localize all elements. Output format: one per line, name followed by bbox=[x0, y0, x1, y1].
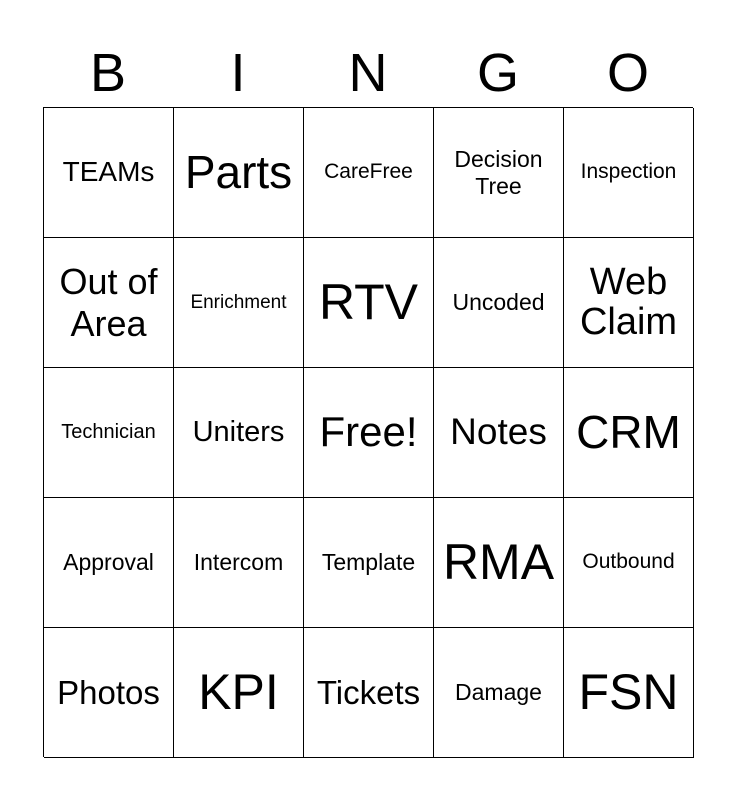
bingo-cell-r1c2[interactable] bbox=[174, 108, 304, 238]
cell-label: Out of Area bbox=[59, 261, 158, 344]
cell-label: Notes bbox=[450, 411, 547, 453]
cell-label: RMA bbox=[442, 533, 555, 590]
cell-label: Photos bbox=[57, 673, 160, 711]
cell-label: Intercom bbox=[193, 549, 284, 576]
cell-label: Uncoded bbox=[452, 289, 545, 316]
header-letter-n: N bbox=[348, 43, 388, 103]
cell-label: Enrichment bbox=[190, 291, 287, 313]
bingo-cell-r5c4[interactable] bbox=[434, 628, 564, 758]
bingo-cell-r5c3[interactable] bbox=[304, 628, 434, 758]
header-letter-o: O bbox=[606, 43, 649, 103]
cell-label: Parts bbox=[184, 146, 293, 199]
bingo-cell-r5c1[interactable] bbox=[44, 628, 174, 758]
free-space-label: Free! bbox=[319, 408, 418, 456]
cell-label: Inspection bbox=[580, 160, 677, 184]
cell-label: Uniters bbox=[192, 415, 285, 448]
header-letter-b: B bbox=[89, 43, 127, 103]
bingo-cell-r4c5[interactable] bbox=[564, 498, 694, 628]
cell-label: TEAMs bbox=[62, 156, 155, 188]
cell-label: CRM bbox=[576, 406, 681, 459]
cell-label: Tickets bbox=[316, 673, 421, 711]
cell-label: Technician bbox=[61, 421, 156, 443]
bingo-cell-free-space[interactable] bbox=[304, 368, 434, 498]
header-letter-i: I bbox=[230, 43, 246, 103]
bingo-cell-r2c2[interactable] bbox=[174, 238, 304, 368]
bingo-cell-r3c1[interactable] bbox=[44, 368, 174, 498]
cell-label: Web Claim bbox=[579, 260, 678, 343]
cell-label: Approval bbox=[63, 549, 154, 576]
bingo-cell-r4c3[interactable] bbox=[304, 498, 434, 628]
header-letter-g: G bbox=[476, 43, 519, 103]
bingo-cell-r3c4[interactable] bbox=[434, 368, 564, 498]
bingo-cell-r1c5[interactable] bbox=[564, 108, 694, 238]
bingo-cell-r1c4[interactable] bbox=[434, 108, 564, 238]
bingo-cell-r3c2[interactable] bbox=[174, 368, 304, 498]
cell-label: RTV bbox=[318, 273, 419, 330]
cell-label: KPI bbox=[198, 663, 279, 720]
cell-label: Template bbox=[321, 549, 416, 576]
bingo-cell-r2c3[interactable] bbox=[304, 238, 434, 368]
bingo-cell-r1c1[interactable] bbox=[44, 108, 174, 238]
bingo-cell-r4c4[interactable] bbox=[434, 498, 564, 628]
bingo-header bbox=[43, 40, 693, 106]
bingo-board bbox=[43, 107, 693, 757]
cell-label: CareFree bbox=[324, 160, 413, 184]
bingo-cell-r2c4[interactable] bbox=[434, 238, 564, 368]
bingo-cell-r5c5[interactable] bbox=[564, 628, 694, 758]
bingo-cell-r4c1[interactable] bbox=[44, 498, 174, 628]
bingo-cell-r2c1[interactable] bbox=[44, 238, 174, 368]
cell-label: FSN bbox=[578, 663, 679, 720]
bingo-cell-r5c2[interactable] bbox=[174, 628, 304, 758]
cell-label: Damage bbox=[455, 679, 542, 706]
cell-label: Decision Tree bbox=[454, 146, 543, 199]
cell-label: Outbound bbox=[582, 550, 675, 574]
bingo-cell-r4c2[interactable] bbox=[174, 498, 304, 628]
bingo-cell-r2c5[interactable] bbox=[564, 238, 694, 368]
bingo-cell-r3c5[interactable] bbox=[564, 368, 694, 498]
bingo-cell-r1c3[interactable] bbox=[304, 108, 434, 238]
